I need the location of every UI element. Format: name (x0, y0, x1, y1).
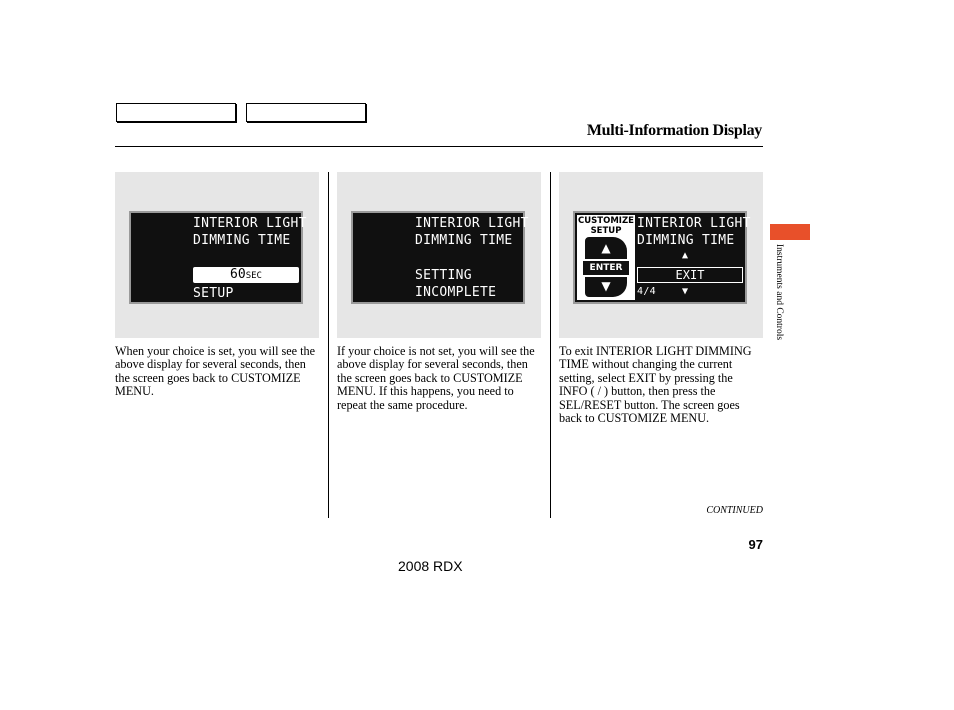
customize-setup-panel (577, 215, 635, 300)
display-screen (573, 211, 751, 304)
value-number: 60 (230, 267, 246, 282)
display-line-2: DIMMING TIME (415, 233, 513, 248)
up-arrow-icon: ▲ (682, 250, 689, 261)
display-line-4: INCOMPLETE (415, 285, 497, 300)
dial-down-arrow-icon: ▼ (601, 279, 611, 293)
value-unit: SEC (245, 271, 262, 281)
enter-label: ENTER (583, 259, 629, 277)
display-line-2: DIMMING TIME (193, 233, 291, 248)
display-line-3: SETTING (415, 268, 472, 283)
header-rule (115, 146, 763, 147)
figure-setup-incomplete (337, 172, 541, 338)
display-line-2: DIMMING TIME (637, 233, 735, 248)
display-line-1: INTERIOR LIGHT (637, 216, 751, 231)
page-indicator: 4/4 (637, 286, 656, 297)
column-divider (550, 172, 551, 518)
nav-tab-2[interactable] (246, 103, 366, 122)
side-tab-label: Instruments and Controls (774, 244, 784, 341)
display-line-1: INTERIOR LIGHT (193, 216, 307, 231)
setup-label: SETUP (590, 226, 622, 236)
figure-exit (559, 172, 763, 338)
page-number: 97 (748, 537, 763, 552)
down-arrow-icon: ▼ (682, 286, 689, 297)
page-title: Multi-Information Display (586, 122, 762, 139)
dial-up-arrow-icon: ▲ (601, 241, 611, 255)
display-screen (129, 211, 307, 304)
selector-dial-icon (585, 237, 627, 297)
figure-setup-complete (115, 172, 319, 338)
exit-option: EXIT (637, 267, 743, 283)
display-screen (351, 211, 529, 304)
caption-1: When your choice is set, you will see the above display for several seconds, then the screen goes back to CUSTOMIZE MENU. (115, 344, 316, 399)
display-line-1: INTERIOR LIGHT (415, 216, 529, 231)
continued-label: CONTINUED (706, 505, 763, 516)
caption-2: If your choice is not set, you will see the above display for several seconds, then the screen goes back to CUSTOMIZE MENU. If this happens, you need to repeat the same procedure. (337, 344, 535, 412)
caption-3: To exit INTERIOR LIGHT DIMMING TIME without changing the current setting, select EXIT by pressing the INFO ( / ) button, then press the SEL/RESET button. The screen goes back to CUSTOMIZE MENU. (559, 344, 752, 426)
side-tab-marker (770, 224, 810, 240)
footer-model: 2008 RDX (398, 558, 463, 574)
selected-value (193, 267, 299, 283)
display-line-4: SETUP (193, 286, 234, 301)
column-divider (328, 172, 329, 518)
customize-label: CUSTOMIZE (578, 216, 634, 226)
nav-tab-1[interactable] (116, 103, 236, 122)
